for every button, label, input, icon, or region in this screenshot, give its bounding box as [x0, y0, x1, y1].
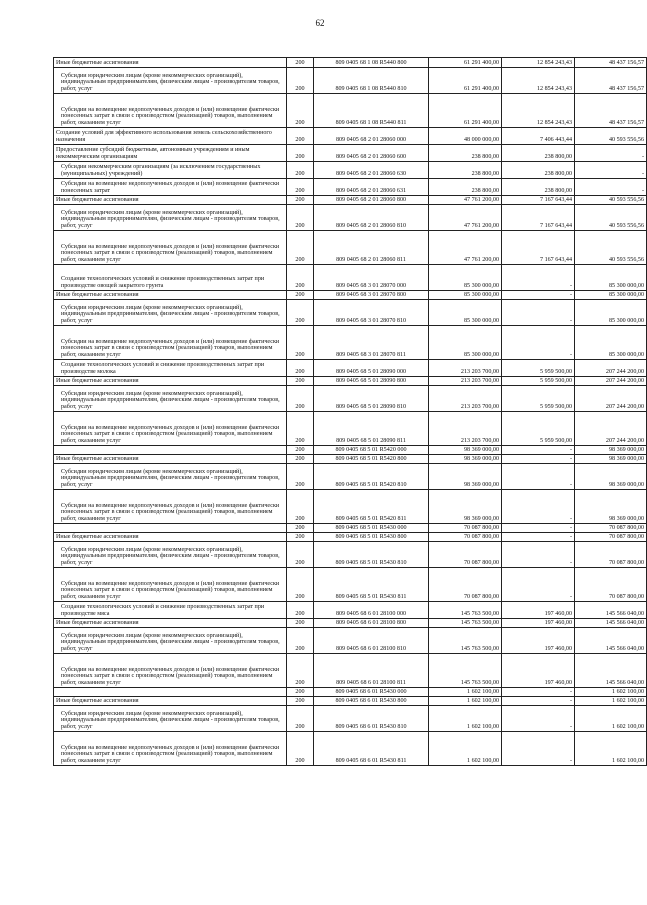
- row-kbk-cell: 809 0405 68 5 01 28090 811: [314, 412, 429, 446]
- table-row: [54, 128, 647, 145]
- row-name-cell: Субсидии юридическим лицам (кроме некоммерческих организаций), индивидуальным предпринимателям, физическим лицам - производителям товаров, работ, услуг: [54, 628, 287, 654]
- row-code-cell: 200: [287, 265, 314, 291]
- row-approved-cell: 48 000 000,00: [429, 128, 502, 145]
- row-kbk-cell: 809 0405 68 6 01 28100 000: [314, 602, 429, 619]
- table-row: [54, 412, 647, 446]
- row-name-cell: Субсидии на возмещение недополученных доходов и (или) возмещение фактически понесенных затрат в связи с производством (реализацией) товаров, выполнением работ, оказанием услуг: [54, 412, 287, 446]
- row-executed-cell: 12 854 243,43: [502, 68, 575, 94]
- row-remaining-cell: 40 593 556,56: [575, 128, 647, 145]
- row-kbk-cell: 809 0405 68 6 01 R5430 810: [314, 706, 429, 732]
- row-approved-cell: 145 763 500,00: [429, 654, 502, 688]
- row-name-cell: Субсидии юридическим лицам (кроме некоммерческих организаций), индивидуальным предпринимателям, физическим лицам - производителям товаров, работ, услуг: [54, 68, 287, 94]
- row-remaining-cell: -: [575, 145, 647, 162]
- row-remaining-cell: -: [575, 179, 647, 196]
- table-row: [54, 628, 647, 654]
- row-remaining-cell: 98 369 000,00: [575, 446, 647, 455]
- row-kbk-cell: 809 0405 68 2 01 28060 800: [314, 196, 429, 205]
- row-remaining-cell: 85 300 000,00: [575, 326, 647, 360]
- row-approved-cell: 145 763 500,00: [429, 602, 502, 619]
- page-number: 62: [315, 18, 325, 28]
- row-code-cell: 200: [287, 568, 314, 602]
- row-name-cell: Создание технологических условий и снижение производственных затрат при производстве овощей закрытого грунта: [54, 265, 287, 291]
- row-name-cell: Иные бюджетные ассигнования: [54, 697, 287, 706]
- row-approved-cell: 1 602 100,00: [429, 688, 502, 697]
- row-name-cell: Иные бюджетные ассигнования: [54, 58, 287, 68]
- row-approved-cell: 145 763 500,00: [429, 619, 502, 628]
- table-row: [54, 326, 647, 360]
- table-row: [54, 688, 647, 697]
- row-executed-cell: 12 854 243,43: [502, 94, 575, 128]
- row-code-cell: 200: [287, 128, 314, 145]
- row-approved-cell: 98 369 000,00: [429, 490, 502, 524]
- row-name-cell: Субсидии на возмещение недополученных доходов и (или) возмещение фактически понесенных затрат в связи с производством (реализацией) товаров, выполнением работ, оказанием услуг: [54, 568, 287, 602]
- row-remaining-cell: 145 566 040,00: [575, 628, 647, 654]
- row-code-cell: 200: [287, 455, 314, 464]
- row-code-cell: 200: [287, 94, 314, 128]
- table-row: [54, 162, 647, 179]
- row-approved-cell: 70 087 800,00: [429, 533, 502, 542]
- row-code-cell: 200: [287, 360, 314, 377]
- row-remaining-cell: 48 437 156,57: [575, 58, 647, 68]
- row-executed-cell: -: [502, 542, 575, 568]
- row-name-cell: Субсидии некоммерческим организациям (за исключением государственных (муниципальных) учреждений): [54, 162, 287, 179]
- row-approved-cell: 61 291 400,00: [429, 94, 502, 128]
- row-code-cell: 200: [287, 58, 314, 68]
- row-approved-cell: 61 291 400,00: [429, 58, 502, 68]
- row-kbk-cell: 809 0405 68 3 01 28070 811: [314, 326, 429, 360]
- row-name-cell: Субсидии на возмещение недополученных доходов и (или) возмещение фактически понесенных затрат в связи с производством (реализацией) товаров, выполнением работ, оказанием услуг: [54, 732, 287, 766]
- row-name-cell: Иные бюджетные ассигнования: [54, 455, 287, 464]
- row-remaining-cell: 1 602 100,00: [575, 732, 647, 766]
- table-row: [54, 360, 647, 377]
- row-kbk-cell: 809 0405 68 6 01 R5430 811: [314, 732, 429, 766]
- row-remaining-cell: 207 244 200,00: [575, 412, 647, 446]
- table-row: [54, 291, 647, 300]
- row-approved-cell: 98 369 000,00: [429, 446, 502, 455]
- row-executed-cell: -: [502, 490, 575, 524]
- row-executed-cell: 5 959 500,00: [502, 360, 575, 377]
- table-row: [54, 602, 647, 619]
- table-row: [54, 300, 647, 326]
- row-kbk-cell: 809 0405 68 5 01 R5430 810: [314, 542, 429, 568]
- row-name-cell: [54, 524, 287, 533]
- row-code-cell: 200: [287, 688, 314, 697]
- row-executed-cell: -: [502, 265, 575, 291]
- row-remaining-cell: 1 602 100,00: [575, 697, 647, 706]
- row-kbk-cell: 809 0405 68 6 01 28100 800: [314, 619, 429, 628]
- row-remaining-cell: 85 300 000,00: [575, 291, 647, 300]
- row-executed-cell: 7 167 643,44: [502, 231, 575, 265]
- table-row: [54, 145, 647, 162]
- row-approved-cell: 213 203 700,00: [429, 386, 502, 412]
- row-executed-cell: 197 460,00: [502, 628, 575, 654]
- row-executed-cell: 7 167 643,44: [502, 196, 575, 205]
- table-row: [54, 697, 647, 706]
- row-code-cell: 200: [287, 179, 314, 196]
- row-kbk-cell: 809 0405 68 1 08 R5440 811: [314, 94, 429, 128]
- row-executed-cell: 197 460,00: [502, 654, 575, 688]
- row-name-cell: Предоставление субсидий бюджетным, автономным учреждениям и иным некоммерческим организациям: [54, 145, 287, 162]
- row-remaining-cell: 70 087 800,00: [575, 524, 647, 533]
- row-kbk-cell: 809 0405 68 5 01 R5430 811: [314, 568, 429, 602]
- row-approved-cell: 145 763 500,00: [429, 628, 502, 654]
- table-row: [54, 58, 647, 68]
- row-approved-cell: 213 203 700,00: [429, 360, 502, 377]
- row-kbk-cell: 809 0405 68 5 01 R5430 000: [314, 524, 429, 533]
- row-approved-cell: 47 761 200,00: [429, 231, 502, 265]
- table-row: [54, 205, 647, 231]
- table-row: [54, 490, 647, 524]
- row-name-cell: Субсидии на возмещение недополученных доходов и (или) возмещение фактически понесенных затрат: [54, 179, 287, 196]
- row-remaining-cell: 48 437 156,57: [575, 68, 647, 94]
- row-remaining-cell: 70 087 800,00: [575, 533, 647, 542]
- row-approved-cell: 85 300 000,00: [429, 326, 502, 360]
- row-code-cell: 200: [287, 490, 314, 524]
- row-executed-cell: -: [502, 326, 575, 360]
- row-approved-cell: 1 602 100,00: [429, 732, 502, 766]
- row-code-cell: 200: [287, 464, 314, 490]
- row-code-cell: 200: [287, 706, 314, 732]
- row-code-cell: 200: [287, 412, 314, 446]
- row-approved-cell: 85 300 000,00: [429, 300, 502, 326]
- row-kbk-cell: 809 0405 68 2 01 28060 631: [314, 179, 429, 196]
- row-code-cell: 200: [287, 291, 314, 300]
- row-name-cell: Создание условий для эффективного использования земель сельскохозяйственного назначения: [54, 128, 287, 145]
- row-kbk-cell: 809 0405 68 6 01 R5430 800: [314, 697, 429, 706]
- row-code-cell: 200: [287, 326, 314, 360]
- row-code-cell: 200: [287, 68, 314, 94]
- row-name-cell: Субсидии на возмещение недополученных доходов и (или) возмещение фактически понесенных затрат в связи с производством (реализацией) товаров, выполнением работ, оказанием услуг: [54, 490, 287, 524]
- table-row: [54, 455, 647, 464]
- table-row: [54, 464, 647, 490]
- row-executed-cell: -: [502, 706, 575, 732]
- row-name-cell: Субсидии на возмещение недополученных доходов и (или) возмещение фактически понесенных затрат в связи с производством (реализацией) товаров, выполнением работ, оказанием услуг: [54, 326, 287, 360]
- row-kbk-cell: 809 0405 68 6 01 R5430 000: [314, 688, 429, 697]
- row-kbk-cell: 809 0405 68 1 08 R5440 810: [314, 68, 429, 94]
- row-executed-cell: 238 800,00: [502, 179, 575, 196]
- row-code-cell: 200: [287, 619, 314, 628]
- row-name-cell: Создание технологических условий и снижение производственных затрат при производстве молока: [54, 360, 287, 377]
- row-remaining-cell: 40 593 556,56: [575, 196, 647, 205]
- row-approved-cell: 1 602 100,00: [429, 706, 502, 732]
- row-code-cell: 200: [287, 377, 314, 386]
- row-executed-cell: 7 406 443,44: [502, 128, 575, 145]
- row-code-cell: 200: [287, 196, 314, 205]
- row-remaining-cell: 98 369 000,00: [575, 464, 647, 490]
- row-name-cell: Иные бюджетные ассигнования: [54, 196, 287, 205]
- table-row: [54, 524, 647, 533]
- row-name-cell: Создание технологических условий и снижение производственных затрат при производстве мяса: [54, 602, 287, 619]
- row-executed-cell: 197 460,00: [502, 619, 575, 628]
- row-name-cell: Иные бюджетные ассигнования: [54, 291, 287, 300]
- row-kbk-cell: 809 0405 68 1 08 R5440 800: [314, 58, 429, 68]
- row-name-cell: Субсидии на возмещение недополученных доходов и (или) возмещение фактически понесенных затрат в связи с производством (реализацией) товаров, выполнением работ, оказанием услуг: [54, 231, 287, 265]
- row-approved-cell: 213 203 700,00: [429, 412, 502, 446]
- table-row: [54, 542, 647, 568]
- table-row: [54, 179, 647, 196]
- row-code-cell: 200: [287, 732, 314, 766]
- row-kbk-cell: 809 0405 68 2 01 28060 810: [314, 205, 429, 231]
- row-name-cell: Субсидии юридическим лицам (кроме некоммерческих организаций), индивидуальным предпринимателям, физическим лицам - производителям товаров, работ, услуг: [54, 300, 287, 326]
- row-executed-cell: 238 800,00: [502, 162, 575, 179]
- table-row: [54, 377, 647, 386]
- row-remaining-cell: 1 602 100,00: [575, 706, 647, 732]
- row-code-cell: 200: [287, 542, 314, 568]
- table-row: [54, 568, 647, 602]
- row-executed-cell: -: [502, 524, 575, 533]
- row-name-cell: Субсидии на возмещение недополученных доходов и (или) возмещение фактически понесенных затрат в связи с производством (реализацией) товаров, выполнением работ, оказанием услуг: [54, 654, 287, 688]
- row-name-cell: [54, 688, 287, 697]
- row-remaining-cell: 98 369 000,00: [575, 455, 647, 464]
- row-executed-cell: -: [502, 300, 575, 326]
- row-remaining-cell: 70 087 800,00: [575, 542, 647, 568]
- row-executed-cell: -: [502, 291, 575, 300]
- row-approved-cell: 47 761 200,00: [429, 196, 502, 205]
- row-approved-cell: 70 087 800,00: [429, 542, 502, 568]
- row-executed-cell: 5 959 500,00: [502, 386, 575, 412]
- row-kbk-cell: 809 0405 68 3 01 28070 810: [314, 300, 429, 326]
- row-remaining-cell: 207 244 200,00: [575, 377, 647, 386]
- row-kbk-cell: 809 0405 68 5 01 R5420 000: [314, 446, 429, 455]
- table-row: [54, 231, 647, 265]
- row-executed-cell: 5 959 500,00: [502, 412, 575, 446]
- row-remaining-cell: 1 602 100,00: [575, 688, 647, 697]
- row-name-cell: Субсидии юридическим лицам (кроме некоммерческих организаций), индивидуальным предпринимателям, физическим лицам - производителям товаров, работ, услуг: [54, 205, 287, 231]
- row-remaining-cell: 40 593 556,56: [575, 231, 647, 265]
- row-kbk-cell: 809 0405 68 2 01 28060 630: [314, 162, 429, 179]
- row-code-cell: 200: [287, 205, 314, 231]
- row-executed-cell: -: [502, 446, 575, 455]
- table-row: [54, 732, 647, 766]
- row-approved-cell: 70 087 800,00: [429, 568, 502, 602]
- row-approved-cell: 238 800,00: [429, 145, 502, 162]
- row-kbk-cell: 809 0405 68 6 01 28100 810: [314, 628, 429, 654]
- table-row: [54, 654, 647, 688]
- row-executed-cell: -: [502, 688, 575, 697]
- table-row: [54, 706, 647, 732]
- row-code-cell: 200: [287, 300, 314, 326]
- row-executed-cell: 5 959 500,00: [502, 377, 575, 386]
- row-executed-cell: 12 854 243,43: [502, 58, 575, 68]
- row-approved-cell: 98 369 000,00: [429, 464, 502, 490]
- row-name-cell: Субсидии юридическим лицам (кроме некоммерческих организаций), индивидуальным предпринимателям, физическим лицам - производителям товаров, работ, услуг: [54, 464, 287, 490]
- row-executed-cell: -: [502, 697, 575, 706]
- row-approved-cell: 85 300 000,00: [429, 265, 502, 291]
- row-code-cell: 200: [287, 654, 314, 688]
- row-executed-cell: -: [502, 732, 575, 766]
- row-approved-cell: 238 800,00: [429, 179, 502, 196]
- row-kbk-cell: 809 0405 68 5 01 28090 810: [314, 386, 429, 412]
- row-remaining-cell: -: [575, 162, 647, 179]
- row-approved-cell: 98 369 000,00: [429, 455, 502, 464]
- row-name-cell: Иные бюджетные ассигнования: [54, 377, 287, 386]
- row-code-cell: 200: [287, 446, 314, 455]
- row-code-cell: 200: [287, 145, 314, 162]
- budget-table: [53, 57, 647, 766]
- row-name-cell: [54, 446, 287, 455]
- row-approved-cell: 70 087 800,00: [429, 524, 502, 533]
- row-executed-cell: 238 800,00: [502, 145, 575, 162]
- row-approved-cell: 47 761 200,00: [429, 205, 502, 231]
- table-row: [54, 533, 647, 542]
- row-kbk-cell: 809 0405 68 5 01 R5420 811: [314, 490, 429, 524]
- row-code-cell: 200: [287, 231, 314, 265]
- row-executed-cell: 7 167 643,44: [502, 205, 575, 231]
- table-row: [54, 386, 647, 412]
- row-code-cell: 200: [287, 697, 314, 706]
- row-remaining-cell: 145 566 040,00: [575, 619, 647, 628]
- table-row: [54, 68, 647, 94]
- row-kbk-cell: 809 0405 68 6 01 28100 811: [314, 654, 429, 688]
- row-remaining-cell: 145 566 040,00: [575, 654, 647, 688]
- table-row: [54, 619, 647, 628]
- table-row: [54, 446, 647, 455]
- row-remaining-cell: 98 369 000,00: [575, 490, 647, 524]
- row-executed-cell: 197 460,00: [502, 602, 575, 619]
- row-code-cell: 200: [287, 602, 314, 619]
- row-code-cell: 200: [287, 628, 314, 654]
- row-approved-cell: 61 291 400,00: [429, 68, 502, 94]
- row-remaining-cell: 85 300 000,00: [575, 300, 647, 326]
- row-code-cell: 200: [287, 162, 314, 179]
- row-kbk-cell: 809 0405 68 2 01 28060 600: [314, 145, 429, 162]
- budget-table-body: [54, 58, 647, 766]
- row-name-cell: Субсидии на возмещение недополученных доходов и (или) возмещение фактически понесенных затрат в связи с производством (реализацией) товаров, выполнением работ, оказанием услуг: [54, 94, 287, 128]
- row-approved-cell: 238 800,00: [429, 162, 502, 179]
- table-row: [54, 196, 647, 205]
- row-remaining-cell: 207 244 200,00: [575, 360, 647, 377]
- row-remaining-cell: 70 087 800,00: [575, 568, 647, 602]
- row-approved-cell: 1 602 100,00: [429, 697, 502, 706]
- row-kbk-cell: 809 0405 68 3 01 28070 800: [314, 291, 429, 300]
- row-remaining-cell: 40 593 556,56: [575, 205, 647, 231]
- row-name-cell: Иные бюджетные ассигнования: [54, 533, 287, 542]
- row-approved-cell: 85 300 000,00: [429, 291, 502, 300]
- row-kbk-cell: 809 0405 68 5 01 28090 000: [314, 360, 429, 377]
- row-kbk-cell: 809 0405 68 2 01 28060 811: [314, 231, 429, 265]
- row-executed-cell: -: [502, 455, 575, 464]
- row-executed-cell: -: [502, 464, 575, 490]
- row-kbk-cell: 809 0405 68 5 01 R5420 800: [314, 455, 429, 464]
- row-executed-cell: -: [502, 568, 575, 602]
- table-row: [54, 265, 647, 291]
- row-executed-cell: -: [502, 533, 575, 542]
- row-remaining-cell: 207 244 200,00: [575, 386, 647, 412]
- row-code-cell: 200: [287, 524, 314, 533]
- row-kbk-cell: 809 0405 68 5 01 R5430 800: [314, 533, 429, 542]
- row-kbk-cell: 809 0405 68 2 01 28060 000: [314, 128, 429, 145]
- row-kbk-cell: 809 0405 68 5 01 28090 800: [314, 377, 429, 386]
- table-row: [54, 94, 647, 128]
- row-remaining-cell: 85 300 000,00: [575, 265, 647, 291]
- row-name-cell: Субсидии юридическим лицам (кроме некоммерческих организаций), индивидуальным предпринимателям, физическим лицам - производителям товаров, работ, услуг: [54, 542, 287, 568]
- row-name-cell: Субсидии юридическим лицам (кроме некоммерческих организаций), индивидуальным предпринимателям, физическим лицам - производителям товаров, работ, услуг: [54, 386, 287, 412]
- row-kbk-cell: 809 0405 68 5 01 R5420 810: [314, 464, 429, 490]
- row-remaining-cell: 48 437 156,57: [575, 94, 647, 128]
- row-code-cell: 200: [287, 533, 314, 542]
- row-approved-cell: 213 203 700,00: [429, 377, 502, 386]
- row-code-cell: 200: [287, 386, 314, 412]
- row-name-cell: Субсидии юридическим лицам (кроме некоммерческих организаций), индивидуальным предпринимателям, физическим лицам - производителям товаров, работ, услуг: [54, 706, 287, 732]
- row-name-cell: Иные бюджетные ассигнования: [54, 619, 287, 628]
- row-kbk-cell: 809 0405 68 3 01 28070 000: [314, 265, 429, 291]
- row-remaining-cell: 145 566 040,00: [575, 602, 647, 619]
